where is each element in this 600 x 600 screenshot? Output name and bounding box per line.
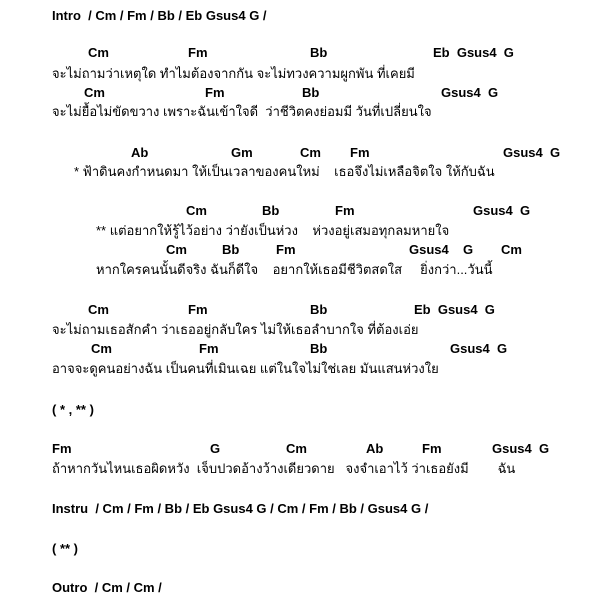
instrumental-line: Instru / Cm / Fm / Bb / Eb Gsus4 G / Cm / Fm / Bb / Gsus4 G / — [52, 501, 429, 516]
chord: Gsus4 G — [503, 145, 561, 160]
chord: Fm — [188, 45, 208, 60]
chord: Fm — [350, 145, 370, 160]
chord: Fm — [422, 441, 442, 456]
chord: Bb — [310, 341, 328, 356]
chord: Bb — [310, 45, 328, 60]
chord: Fm — [335, 203, 355, 218]
lyric-line: จะไม่ถามเธอสักคำ ว่าเธออยู่กลับใคร ไม่ให้เธอลำบากใจ ที่ต้องเอ่ย — [52, 322, 419, 337]
chord: Gsus4 G — [473, 203, 531, 218]
lyric-line: จะไม่ยื้อไม่ขัดขวาง เพราะฉันเข้าใจดี ว่าชีวิตคงย่อมมี วันที่เปลี่ยนใจ — [52, 104, 432, 119]
lyric-line: ถ้าหากวันไหนเธอผิดหวัง เจ็บปวดอ้างว้างเดียวดาย จงจำเอาไว้ ว่าเธอยังมี ฉัน — [52, 461, 516, 476]
chord: Bb — [310, 302, 328, 317]
chord: Fm — [276, 242, 296, 257]
chord: Fm — [188, 302, 208, 317]
chord: G — [210, 441, 221, 456]
chord: Ab — [366, 441, 384, 456]
chord: Eb Gsus4 G — [414, 302, 495, 317]
chord: G — [463, 242, 474, 257]
chord: Gsus4 — [409, 242, 449, 257]
lyric-line: * ฟ้าดินคงกำหนดมา ให้เป็นเวลาของคนใหม่ เธอจึงไม่เหลือจิตใจ ให้กับฉัน — [74, 164, 495, 179]
repeat-marker: ( * , ** ) — [52, 402, 94, 417]
chord: Gsus4 G — [450, 341, 508, 356]
repeat-marker: ( ** ) — [52, 541, 78, 556]
chord: Cm — [88, 302, 109, 317]
lyric-line: ** แต่อยากให้รู้ไว้อย่าง ว่ายังเป็นห่วง ห่วงอยู่เสมอทุกลมหายใจ — [96, 223, 450, 238]
lyric-line: หากใครคนนั้นดีจริง ฉันก็ดีใจ อยากให้เธอมีชีวิตสดใส ยิ่งกว่า...วันนี้ — [96, 262, 493, 277]
chord: Bb — [302, 85, 320, 100]
chord: Eb Gsus4 G — [433, 45, 514, 60]
chord: Cm — [286, 441, 307, 456]
chord: Fm — [199, 341, 219, 356]
chord: Cm — [186, 203, 207, 218]
chord: Cm — [501, 242, 522, 257]
outro-line: Outro / Cm / Cm / — [52, 580, 162, 595]
chord: Cm — [166, 242, 187, 257]
lyric-line: อาจจะดูคนอย่างฉัน เป็นคนที่เมินเฉย แต่ในใจไม่ใช่เลย มันแสนห่วงใย — [52, 361, 439, 376]
chord: Gsus4 G — [492, 441, 550, 456]
chord: Cm — [88, 45, 109, 60]
chord: Cm — [91, 341, 112, 356]
chord: Bb — [262, 203, 280, 218]
chord: Gm — [231, 145, 253, 160]
chord: Gsus4 G — [441, 85, 499, 100]
chord: Fm — [52, 441, 72, 456]
intro-line: Intro / Cm / Fm / Bb / Eb Gsus4 G / — [52, 8, 267, 23]
chord: Bb — [222, 242, 240, 257]
chord: Ab — [131, 145, 149, 160]
chord: Fm — [205, 85, 225, 100]
chord: Cm — [300, 145, 321, 160]
lyric-line: จะไม่ถามว่าเหตุใด ทำไมต้องจากกัน จะไม่ทวงความผูกพัน ที่เคยมี — [52, 66, 415, 81]
chord: Cm — [84, 85, 105, 100]
